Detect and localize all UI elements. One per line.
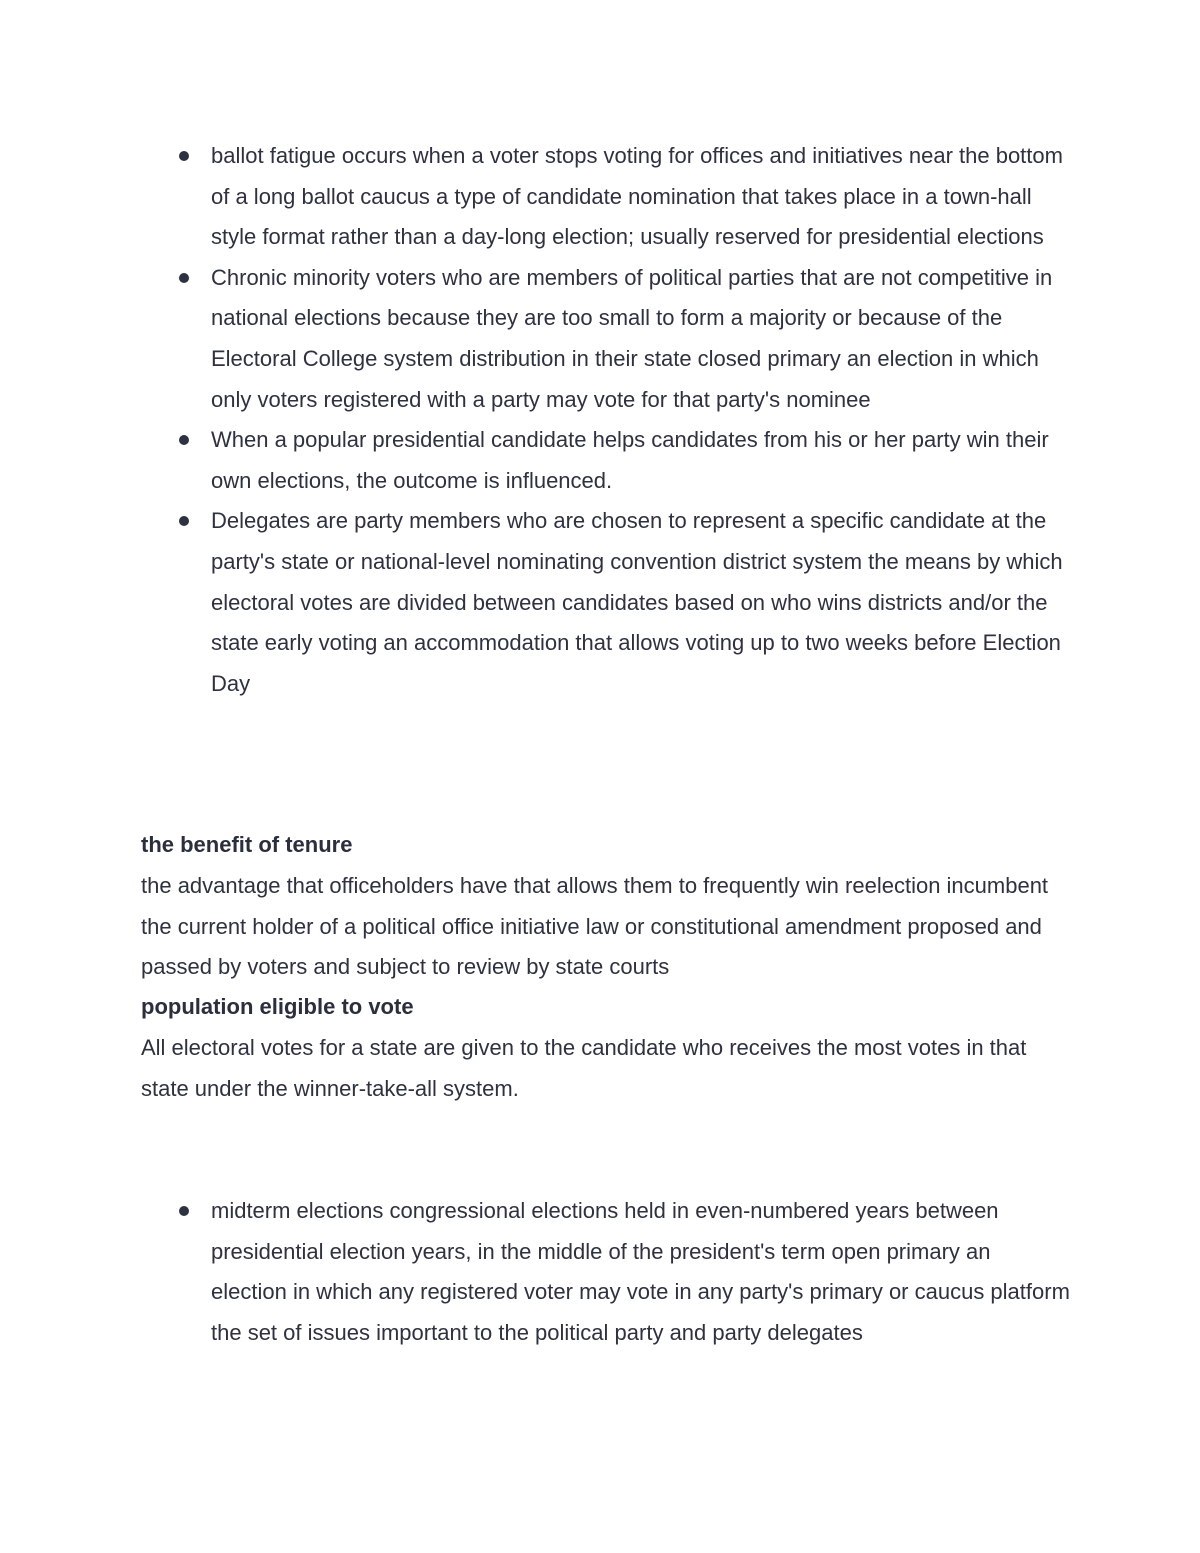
- term-heading: the benefit of tenure: [141, 832, 353, 857]
- list-item-text: midterm elections congressional elections held in even-numbered years between presidential election years, in the middle of the president's term open primary an election in which any registered voter may vote in any party's primary or caucus platform the set of issues important to the political party and party delegates: [211, 1198, 1070, 1345]
- list-item: [0, 258, 1071, 420]
- list-item: [0, 501, 1071, 704]
- bullet-icon: [179, 1206, 189, 1216]
- bullet-icon: [179, 435, 189, 445]
- bullet-list-bottom: [0, 1191, 1200, 1353]
- bullet-icon: [179, 151, 189, 161]
- list-item-text: When a popular presidential candidate helps candidates from his or her party win their own elections, the outcome is influenced.: [211, 427, 1049, 493]
- list-item: [0, 1191, 1071, 1353]
- bullet-icon: [179, 516, 189, 526]
- bullet-list-top: [0, 136, 1200, 704]
- bullet-icon: [179, 273, 189, 283]
- list-item: [0, 136, 1071, 258]
- list-item: [0, 420, 1071, 501]
- list-item-text: Delegates are party members who are chosen to represent a specific candidate at the party's state or national-level nominating convention district system the means by which electoral votes are divided between candidates based on who wins districts and/or the state early voting an accommodation that allows voting up to two weeks before Election Day: [211, 508, 1063, 696]
- list-item-text: ballot fatigue occurs when a voter stops voting for offices and initiatives near the bottom of a long ballot caucus a type of candidate nomination that takes place in a town-hall style format rather than a day-long election; usually reserved for presidential elections: [211, 143, 1063, 250]
- term-definition: the advantage that officeholders have that allows them to frequently win reelection incumbent the current holder of a political office initiative law or constitutional amendment proposed and passed by voters and subject to review by state courts: [141, 873, 1049, 980]
- list-item-text: Chronic minority voters who are members of political parties that are not competitive in national elections because they are too small to form a majority or because of the Electoral College system distribution in their state closed primary an election in which only voters registered with a party may vote for that party's nominee: [211, 264, 1053, 412]
- term-definition: All electoral votes for a state are given to the candidate who receives the most votes in that state under the winner-take-all system.: [141, 1035, 1027, 1101]
- term-heading: population eligible to vote: [141, 994, 414, 1019]
